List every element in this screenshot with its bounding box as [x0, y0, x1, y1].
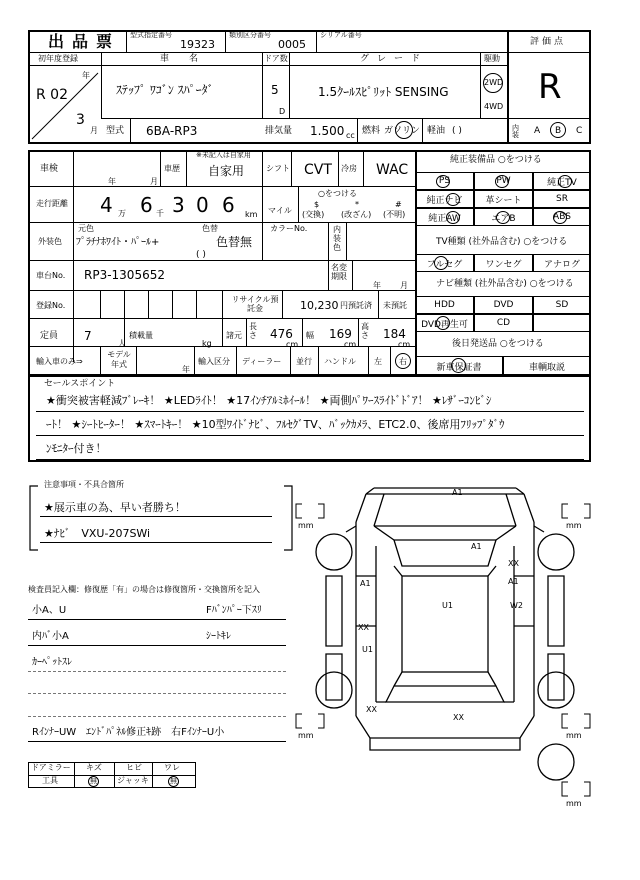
- interior-c: C: [576, 126, 583, 136]
- equip-circle-ps: [436, 175, 450, 188]
- chassis-label: 車台No.: [36, 271, 66, 280]
- category-label: 車歴: [164, 164, 180, 173]
- inspector-row-1-right: Fﾊﾞﾝﾊﾟｰ下ｽﾘ: [206, 605, 262, 616]
- interior-label: 内装: [512, 124, 519, 139]
- color-value: ﾌﾟﾗﾁﾅﾎﾜｲﾄ・ﾊﾟｰﾙ+: [76, 237, 160, 248]
- equip-leather: 革シート: [474, 190, 533, 208]
- width-value: 169: [329, 327, 352, 341]
- capacity-label: 定員: [40, 331, 59, 341]
- notes-line-2: ★ﾅﾋﾞ VXU-207SWi: [44, 527, 151, 540]
- equip-circle-pw: [495, 175, 509, 188]
- page-title: 出品票: [48, 32, 121, 51]
- equip-tv: 純正TV: [533, 172, 591, 190]
- mileage-digit-3: 3: [172, 193, 185, 217]
- mm-label-fl: mm: [298, 521, 314, 530]
- notes-label: 注意事項・不具合箇所: [44, 480, 124, 489]
- grade-value: 1.5ｸｰﾙｽﾋﾟﾘｯﾄ SENSING: [318, 85, 449, 99]
- model-cert-label: 型式指定番号: [130, 31, 172, 39]
- car-name-value: ｽﾃｯﾌﾟ ﾜｺﾞﾝ ｽﾊﾟｰﾀﾞ: [116, 83, 214, 97]
- mark-left-front-door: A1: [360, 579, 371, 588]
- recycle-suffix: 円預託済: [340, 301, 372, 310]
- mileage-digit-5: 6: [222, 193, 235, 217]
- inspector-row-2-right: ｼｰﾄｷﾚ: [206, 631, 231, 642]
- sales-line-3: ﾝﾓﾆﾀｰ付き！: [46, 442, 107, 455]
- nav-dvd-play-circle: [436, 316, 450, 330]
- month-unit: 月: [90, 126, 98, 135]
- color-no-label: カラーNo.: [270, 224, 308, 233]
- inspection-label: 車検: [40, 164, 59, 174]
- height-unit: cm: [398, 340, 411, 349]
- nav-empty: [533, 314, 591, 332]
- ac-label: 冷房: [341, 164, 357, 173]
- capacity-unit: 人: [118, 339, 126, 348]
- reg-year: R 02: [36, 87, 68, 103]
- mark-rear-left: XX: [366, 705, 377, 714]
- mile-note: ○をつける: [318, 189, 357, 198]
- recycle-unpaid: 未預託: [383, 301, 407, 310]
- equip-abs: ABS: [533, 208, 591, 226]
- equip-circle-abs: [553, 211, 567, 224]
- reg-month: 3: [76, 112, 85, 128]
- equip-sr: SR: [533, 190, 591, 208]
- equipment-title: 純正装備品 ○をつける: [450, 155, 542, 165]
- import-class-label: 輸入区分: [198, 357, 230, 366]
- mile-opt1-sub: (交換): [302, 210, 325, 219]
- year-unit: 年: [82, 71, 90, 80]
- drive-4wd: 4WD: [484, 102, 504, 111]
- mileage-label: 走行距離: [36, 199, 68, 208]
- mark-roof: U1: [442, 601, 453, 610]
- serial-label: シリアル番号: [320, 31, 362, 39]
- chassis-value: RP3-1305652: [84, 268, 165, 282]
- mark-left-rear-door: XX: [358, 623, 369, 632]
- man-unit: 万: [118, 209, 126, 218]
- import-label: 輸入車のみ⇒: [36, 357, 83, 366]
- model-type-value: 6BA-RP3: [146, 124, 198, 138]
- km-unit: km: [245, 210, 258, 219]
- interior-b: B: [555, 126, 562, 136]
- inspector-label: 検査員記入欄：修復歴「有」の場合は修復箇所・交換箇所を記入: [28, 585, 260, 594]
- length-unit: cm: [286, 340, 299, 349]
- load-label: 積載量: [129, 331, 153, 340]
- category-note: ※未記入は自家用: [196, 151, 251, 159]
- tv-full-circle: [434, 256, 448, 270]
- recycle-value: 10,230: [300, 299, 339, 312]
- equip-circle-tv: [558, 175, 572, 188]
- key-tools-mark: 無: [90, 777, 97, 785]
- later-manual: 車輌取説: [503, 356, 591, 376]
- nav-cd: CD: [474, 314, 533, 332]
- inspector-row-2-left: 内ﾊﾞ小A: [32, 631, 69, 642]
- later-warranty-circle: [451, 358, 466, 373]
- drive-label: 駆動: [484, 54, 500, 63]
- length-label: 長さ: [249, 322, 257, 340]
- reg-no-label: 登録No.: [36, 301, 66, 310]
- handle-left: 左: [374, 357, 382, 366]
- nav-title: ナビ種類 (社外品含む) ○をつける: [436, 279, 574, 289]
- sales-label: セールスポイント: [44, 379, 116, 389]
- doors-suffix: D: [279, 107, 286, 116]
- capacity-value: 7: [84, 329, 92, 343]
- insp-year-unit: 年: [108, 177, 116, 186]
- shift-value: CVT: [304, 162, 332, 178]
- mileage-digit-2: 6: [140, 193, 153, 217]
- fuel-paren: ( ): [452, 126, 462, 136]
- key-jack-mark: 無: [170, 777, 177, 785]
- sales-line-2: ｰﾄ！ ★ｼｰﾄﾋｰﾀｰ！ ★ｽﾏｰﾄｷｰ！ ★10型ﾜｲﾄﾞﾅﾋﾞ、ﾌﾙｾｸﾞTV、ﾊﾞｯｸｶﾒﾗ、ETC2.0、後席用ﾌﾘｯﾌﾟﾀﾞｳ: [46, 418, 505, 431]
- length-value: 476: [270, 327, 293, 341]
- interior-color-label: 内装色: [333, 225, 341, 252]
- model-type-label: 型式: [106, 126, 125, 136]
- mile-label: マイル: [268, 206, 292, 215]
- category-value: 自家用: [208, 164, 245, 178]
- nav-dvd: DVD: [474, 296, 533, 314]
- mark-right-front-door: A1: [508, 577, 519, 586]
- equip-pw: PW: [474, 172, 533, 190]
- equip-airbag: エアB: [474, 208, 533, 226]
- equip-ps: PS: [415, 172, 474, 190]
- notes-bracket: [26, 478, 296, 558]
- key-tools: 工具: [42, 776, 58, 785]
- equip-aw: 純正AW: [415, 208, 474, 226]
- mark-right-fender: XX: [508, 559, 519, 568]
- inspector-row-3-left: ｶｰﾍﾟｯﾄｽﾚ: [32, 657, 72, 668]
- equip-circle-airbag: [496, 211, 510, 224]
- inspector-row-1-left: 小A、U: [32, 605, 67, 616]
- mile-opt2-sub: (改ざん): [341, 210, 372, 219]
- sales-line-1: ★衝突被害軽減ﾌﾞﾚｰｷ！ ★LEDﾗｲﾄ！ ★17ｲﾝﾁｱﾙﾐﾎｲｰﾙ！ ★両側ﾊﾟﾜｰｽﾗｲﾄﾞﾄﾞｱ！ ★ﾚｻﾞｰｺﾝﾋﾞｼ: [46, 394, 492, 407]
- insp-month-unit: 月: [150, 177, 158, 186]
- mm-label-rr: mm: [566, 731, 582, 740]
- height-value: 184: [383, 327, 406, 341]
- nc-year-unit: 年: [373, 281, 381, 290]
- car-diagram: [290, 476, 600, 816]
- drive-2wd: 2WD: [484, 78, 504, 87]
- dims-label: 諸元: [226, 331, 242, 340]
- car-name-label: 車名: [160, 54, 219, 64]
- first-reg-label: 初年度登録: [38, 54, 78, 63]
- nav-sd: SD: [533, 296, 591, 314]
- inspector-row-6: RｲﾝﾅｰUW ｴﾝﾄﾞﾊﾟﾈﾙ修正ｷ跡 右FｲﾝﾅｰU小: [32, 727, 225, 738]
- mark-right-rear-door: W2: [510, 601, 523, 610]
- equip-nav: 純正ナビ: [415, 190, 474, 208]
- fuel-gas: ガソリン: [384, 126, 421, 136]
- color-paren: ( ): [196, 250, 206, 260]
- handle-right: 右: [399, 357, 407, 366]
- tv-title: TV種類 (社外品含む) ○をつける: [436, 237, 568, 247]
- mark-front-bumper: A1: [452, 488, 463, 497]
- tv-analog: アナログ: [533, 254, 591, 272]
- score-label: 評価点: [530, 37, 567, 47]
- tv-full: フルセグ: [415, 254, 474, 272]
- import-dealer: ディーラー: [242, 357, 282, 366]
- mile-opt3-sub: (不明): [383, 210, 406, 219]
- displacement-unit: cc: [346, 131, 355, 140]
- class-value: 0005: [278, 38, 306, 51]
- key-mirror: ドアミラー: [31, 763, 71, 772]
- import-parallel: 並行: [296, 357, 312, 366]
- my-year-unit: 年: [182, 365, 190, 374]
- equip-circle-nav: [446, 193, 460, 206]
- mm-label-rl: mm: [298, 731, 314, 740]
- height-label: 高さ: [361, 322, 369, 340]
- color-code-label: 色替: [202, 224, 218, 233]
- mm-label-spare: mm: [566, 799, 582, 808]
- fuel-diesel: 軽油: [427, 126, 446, 136]
- displacement-label: 排気量: [265, 126, 293, 136]
- displacement-value: 1.500: [310, 124, 345, 138]
- mark-hood: A1: [471, 542, 482, 551]
- key-scratch: キズ: [86, 763, 102, 772]
- width-label: 幅: [306, 331, 314, 340]
- mileage-digit-1: 4: [100, 193, 113, 217]
- interior-a: A: [534, 126, 541, 136]
- color-change: 色替無: [216, 235, 253, 249]
- model-year-label: モデル年式: [107, 350, 131, 369]
- load-unit: kg: [202, 339, 212, 348]
- fuel-label: 燃料: [362, 126, 381, 136]
- key-jack: ジャッキ: [117, 776, 149, 785]
- later-title: 後日発送品 ○をつける: [452, 339, 544, 349]
- shift-label: シフト: [266, 164, 290, 173]
- key-break: ワレ: [164, 763, 180, 772]
- later-warranty: 新車保証書: [415, 356, 503, 376]
- score-value: R: [538, 67, 562, 107]
- key-crack: ヒビ: [126, 763, 142, 772]
- ac-value: WAC: [376, 162, 409, 178]
- mile-opt2: *: [355, 200, 359, 209]
- mile-opt3: #: [395, 200, 402, 209]
- nc-month-unit: 月: [400, 281, 408, 290]
- color-orig-label: 元色: [78, 224, 94, 233]
- handle-label: ハンドル: [324, 357, 356, 366]
- doors-label: ドア数: [264, 54, 288, 63]
- model-cert-value: 19323: [180, 38, 215, 51]
- mile-opt1: $: [314, 200, 320, 209]
- thousand-unit: 千: [156, 209, 164, 218]
- mileage-digit-4: 0: [196, 193, 209, 217]
- equip-circle-aw: [446, 211, 460, 224]
- nav-dvd-play: DVD再生可: [415, 314, 474, 332]
- tv-one: ワンセグ: [474, 254, 533, 272]
- mark-rear-bumper: XX: [453, 713, 464, 722]
- mm-label-fr: mm: [566, 521, 582, 530]
- nav-hdd: HDD: [415, 296, 474, 314]
- name-change-label: 名変期限: [331, 263, 347, 281]
- color-label: 外装色: [38, 237, 62, 246]
- class-label: 類別区分番号: [229, 31, 271, 39]
- notes-line-1: ★展示車の為、早い者勝ち！: [44, 501, 186, 514]
- mark-left-quarter: U1: [362, 645, 373, 654]
- doors-value: 5: [271, 83, 279, 97]
- grade-label: グレード: [360, 54, 429, 64]
- recycle-label: リサイクル預託金: [231, 295, 279, 313]
- width-unit: cm: [344, 340, 357, 349]
